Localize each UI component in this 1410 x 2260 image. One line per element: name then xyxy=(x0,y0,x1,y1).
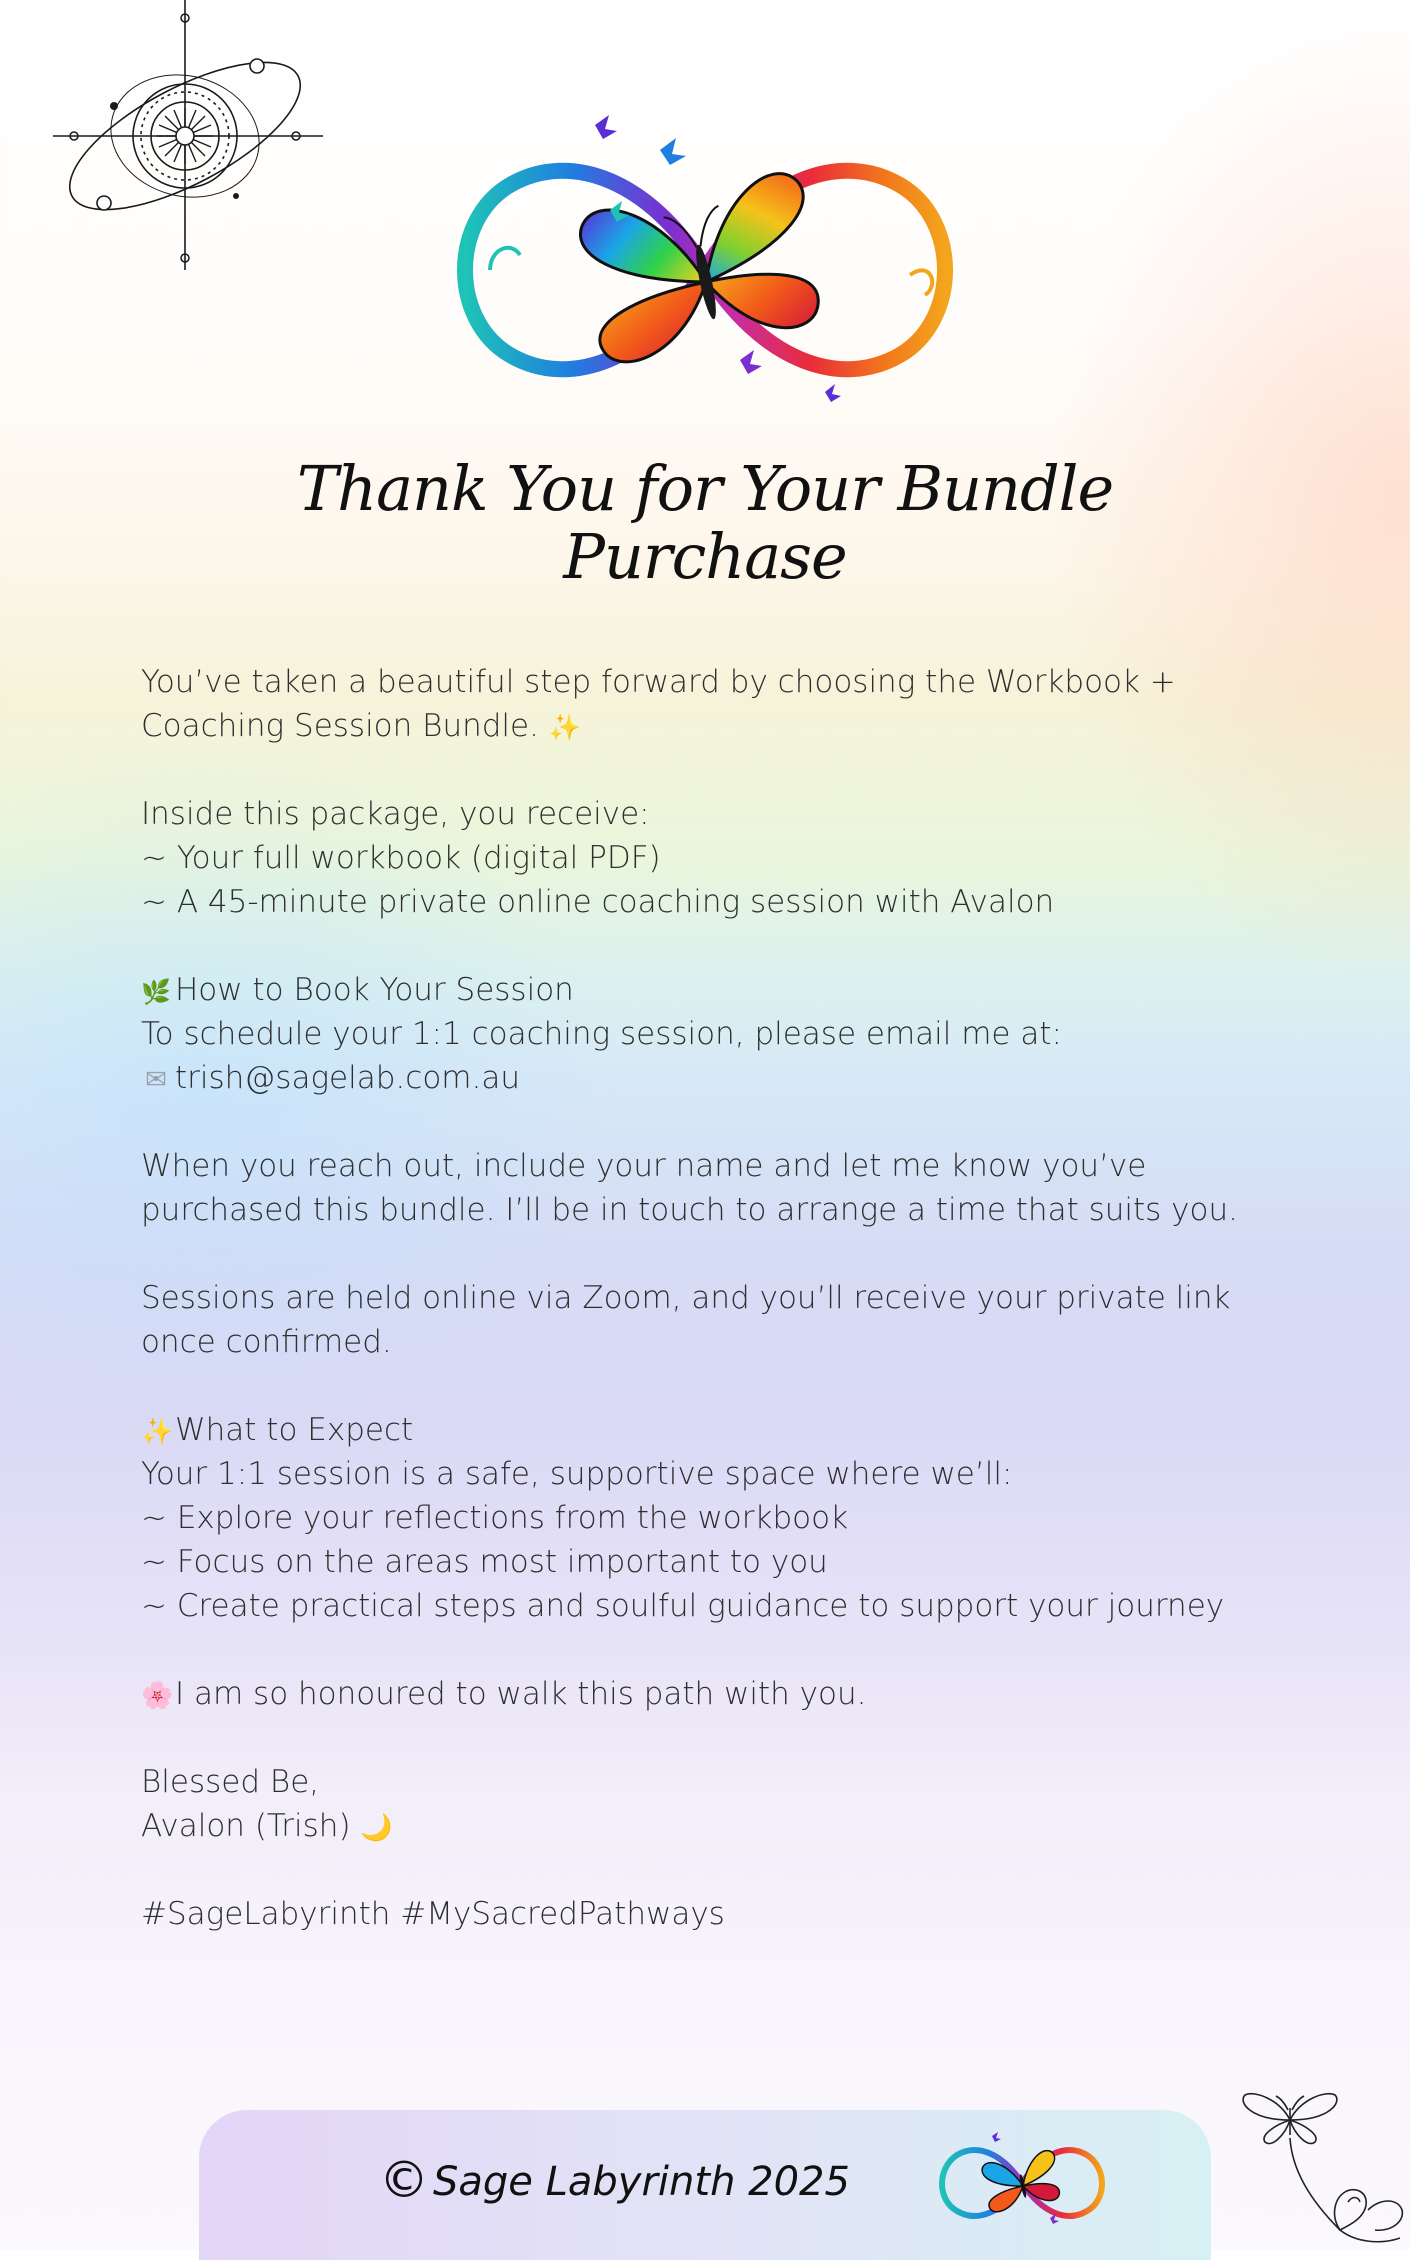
list-item: ~ A 45-minute private online coaching session with Avalon xyxy=(141,884,1055,920)
honour-line: 🌸I am so honoured to walk this path with you. xyxy=(141,1672,1281,1716)
infinity-butterfly-logo xyxy=(430,110,980,430)
signoff-line: Avalon (Trish) 🌙 xyxy=(141,1808,393,1844)
copyright-icon: © xyxy=(379,2151,429,2209)
page-title: Thank You for Your Bundle Purchase xyxy=(296,452,1114,593)
signoff-line: Blessed Be, xyxy=(141,1764,320,1800)
blossom-icon: 🌸 xyxy=(141,1681,174,1711)
list-item: ~ Explore your reflections from the workbook xyxy=(141,1500,849,1536)
intro-line: Coaching Session Bundle. ✨ xyxy=(141,708,582,744)
infinity-butterfly-logo-small xyxy=(932,2128,1112,2233)
herb-icon: 🌿 xyxy=(141,978,171,1006)
list-item: ~ Create practical steps and soulful guidance to support your journey xyxy=(141,1588,1225,1624)
reach-out-line: purchased this bundle. I’ll be in touch to arrange a time that suits you. xyxy=(141,1192,1238,1228)
sparkles-icon: ✨ xyxy=(141,1417,174,1447)
booking-text: To schedule your 1:1 coaching session, please email me at: xyxy=(141,1016,1062,1052)
message-body xyxy=(141,660,1281,1936)
celestial-compass-icon xyxy=(48,0,328,275)
envelope-icon: ✉ xyxy=(145,1065,167,1095)
expect-heading: ✨What to Expect xyxy=(141,1408,1281,1452)
expect-text: Your 1:1 session is a safe, supportive space where we’ll: xyxy=(141,1456,1013,1492)
butterfly-flower-line-art-icon xyxy=(1230,2080,1410,2250)
booking-heading: 🌿 How to Book Your Session xyxy=(141,968,1281,1012)
package-heading: Inside this package, you receive: xyxy=(141,796,650,832)
list-item: ~ Focus on the areas most important to you xyxy=(141,1544,828,1580)
reach-out-line: When you reach out, include your name and let me know you’ve xyxy=(141,1148,1147,1184)
list-item: ~ Your full workbook (digital PDF) xyxy=(141,840,661,876)
email-link[interactable]: trish@sagelab.com.au xyxy=(175,1060,520,1096)
sparkles-icon: ✨ xyxy=(548,713,582,743)
hashtags: #SageLabyrinth #MySacredPathways xyxy=(141,1896,725,1932)
zoom-line: once confirmed. xyxy=(141,1324,392,1360)
footer-copyright: © Sage Labyrinth 2025 xyxy=(379,2151,850,2209)
booking-email-row xyxy=(141,1056,1281,1100)
intro-line: You’ve taken a beautiful step forward by choosing the Workbook + xyxy=(141,664,1176,700)
zoom-line: Sessions are held online via Zoom, and you’ll receive your private link xyxy=(141,1280,1231,1316)
moon-icon: 🌙 xyxy=(360,1813,393,1843)
footer-banner xyxy=(199,2110,1211,2260)
